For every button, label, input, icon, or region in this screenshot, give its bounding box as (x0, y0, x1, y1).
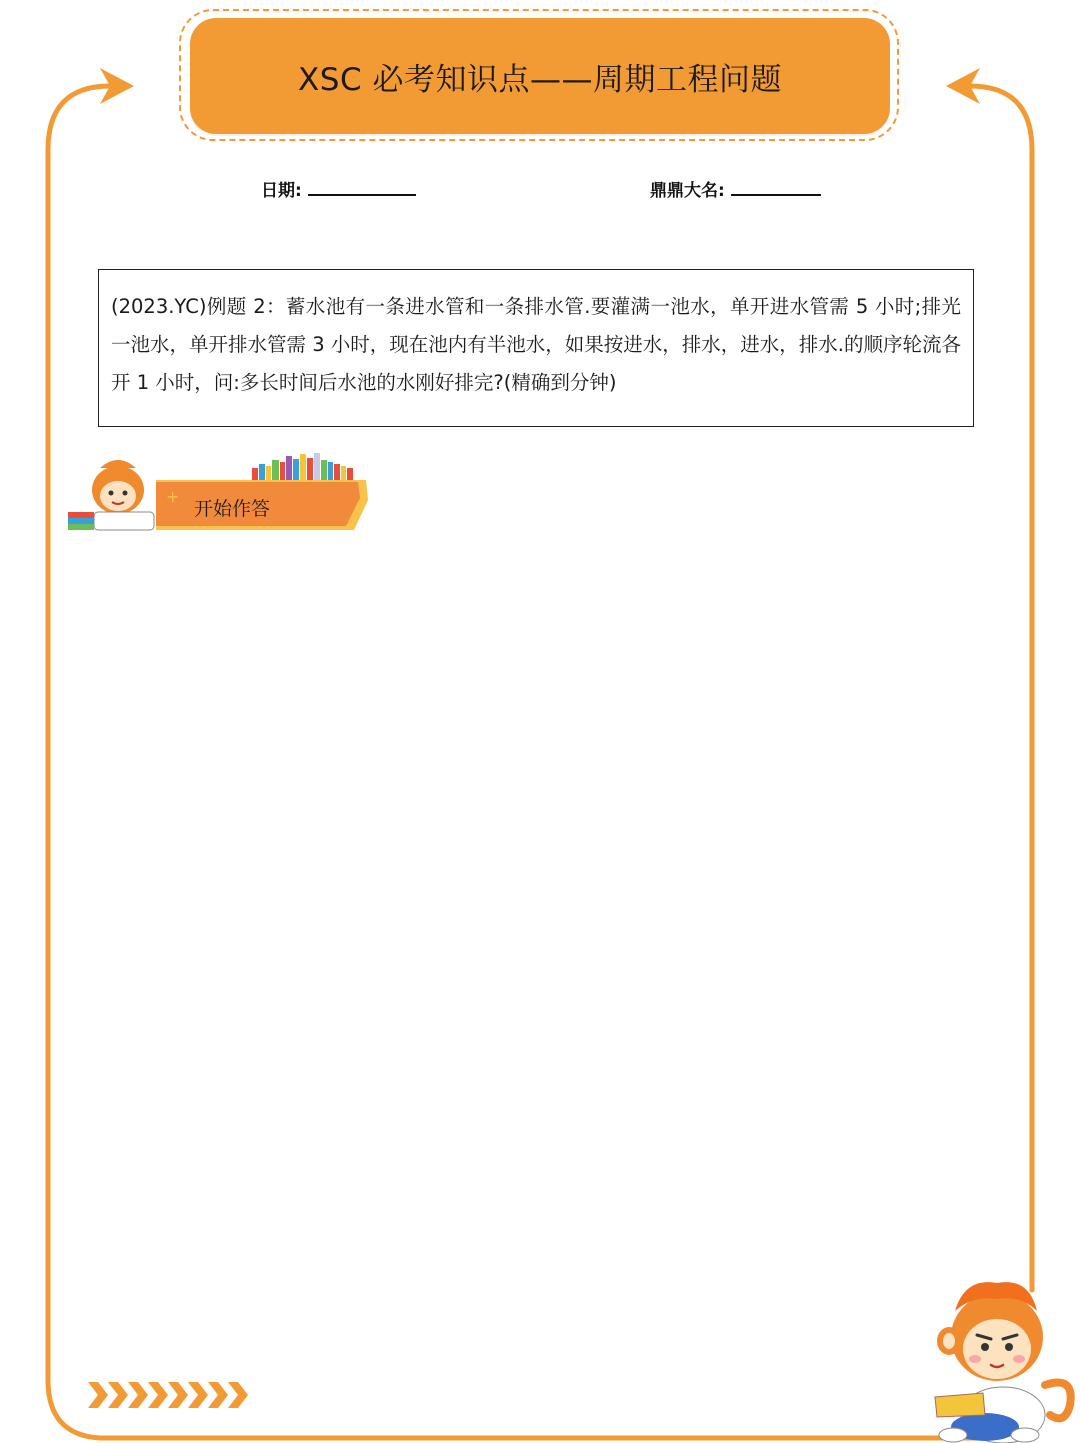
question-text: (2023.YC)例题 2：蓄水池有一条进水管和一条排水管.要灌满一池水，单开进水管需 5 小时;排光一池水，单开排水管需 3 小时，现在池内有半池水，如果按进水，排水，进水，排水.的顺序轮流各开 1 小时，问:多长时间后水池的水刚好排完?(精确到分钟) (111, 295, 962, 394)
name-field (650, 176, 821, 201)
title-banner (190, 18, 890, 134)
answer-label: 开始作答 (194, 498, 271, 520)
monkey-mascot-icon (68, 460, 154, 530)
name-blank-line[interactable] (731, 180, 821, 196)
answer-badge (66, 450, 376, 536)
question-box (98, 269, 974, 427)
date-blank-line[interactable] (308, 180, 416, 196)
frame-right-line (970, 86, 1032, 1290)
date-field (261, 176, 416, 201)
name-label: 鼎鼎大名: (650, 181, 725, 201)
chevron-right-icon (88, 1380, 253, 1410)
svg-text:+: + (166, 487, 180, 506)
date-label: 日期: (261, 181, 302, 201)
books-icon (252, 453, 353, 482)
page-title: XSC 必考知识点——周期工程问题 (298, 61, 782, 98)
monkey-mascot-icon (925, 1275, 1080, 1443)
